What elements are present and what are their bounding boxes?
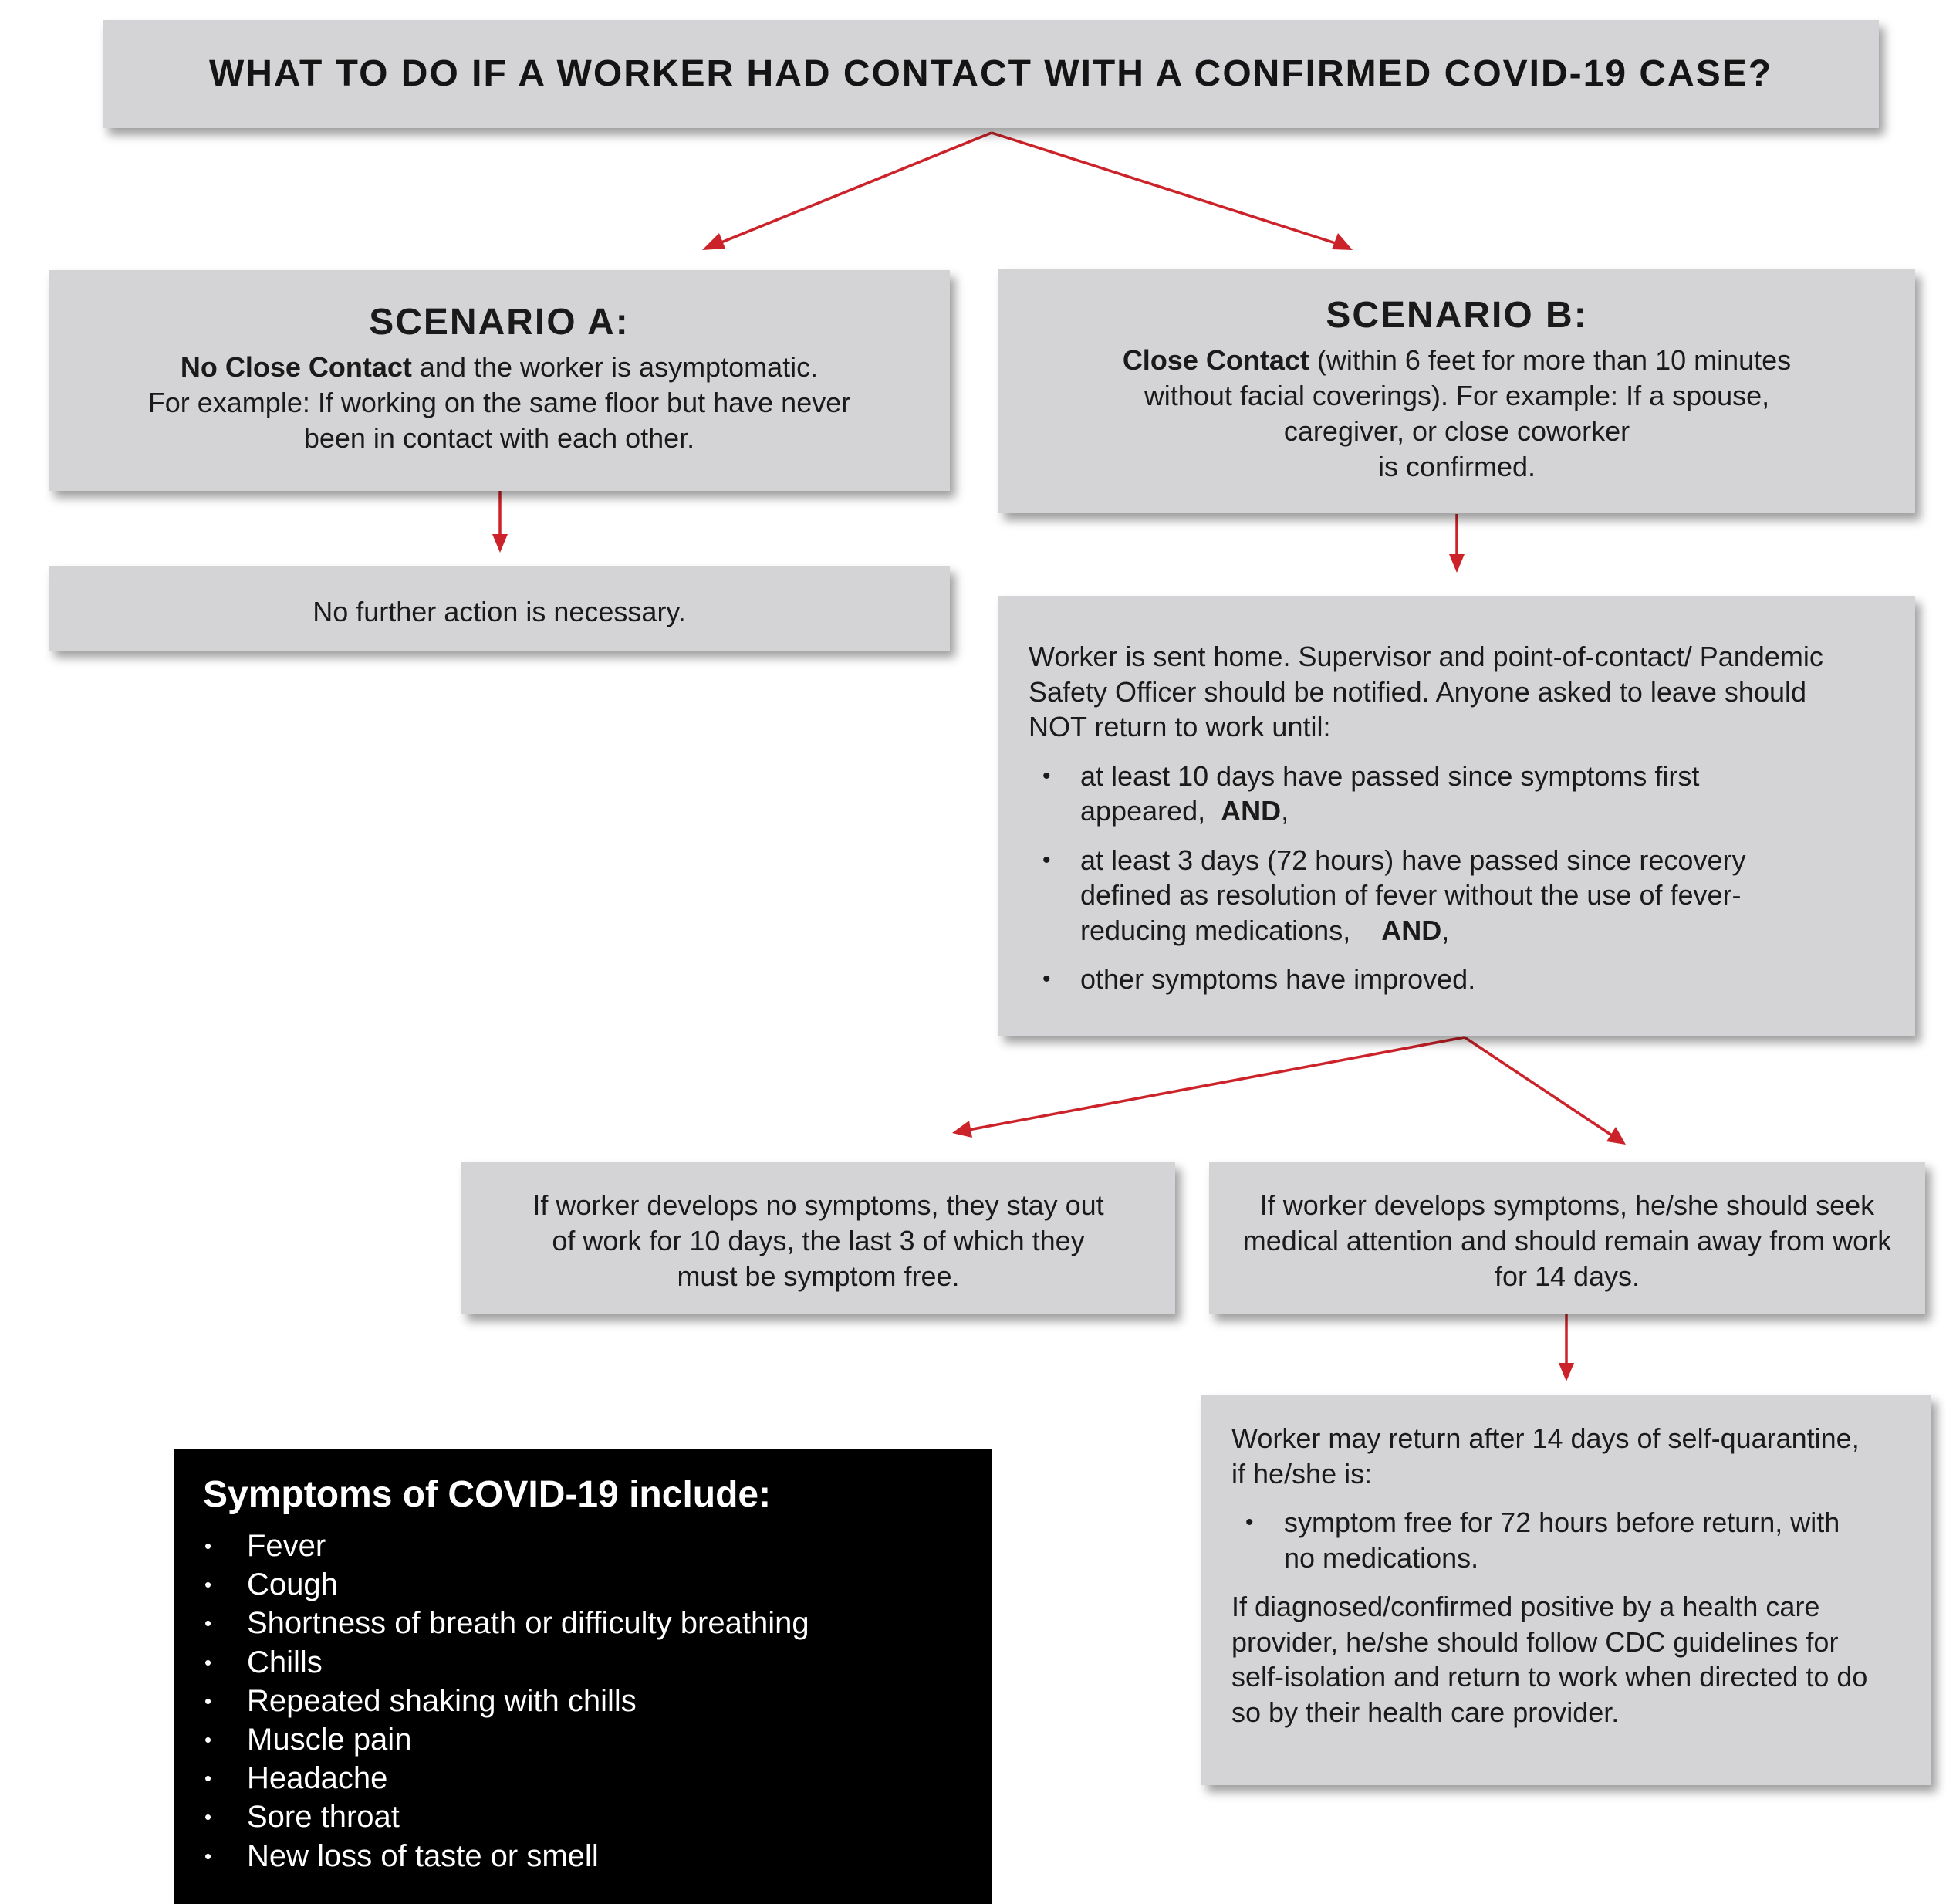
symptom-item	[203, 1837, 992, 1875]
bullet-glyph: •	[204, 1611, 212, 1635]
scenario-b-bold-lead: Close Contact	[1122, 344, 1309, 376]
symptom-shortness-of-breath: Shortness of breath or difficulty breathing	[247, 1606, 809, 1641]
symptom-loss-taste-smell: New loss of taste or smell	[247, 1838, 599, 1873]
bullet-glyph: •	[1042, 966, 1051, 992]
bullet-glyph: •	[204, 1728, 212, 1752]
symptoms-title: Symptoms of COVID-19 include:	[203, 1474, 772, 1515]
scenario-b-box	[998, 269, 1915, 513]
scenario-a-heading: SCENARIO A:	[369, 302, 630, 343]
return-paragraph: If diagnosed/confirmed positive by a health care provider, he/she should follow CDC guidelines for self-isolation and return to work when directed to do so by their health care provider.	[1231, 1591, 1868, 1728]
sent-home-conditions	[1029, 759, 1838, 997]
no-symptoms-text: If worker develops no symptoms, they stay out of work for 10 days, the last 3 of which they must be symptom free.	[532, 1189, 1104, 1292]
symptom-item	[203, 1643, 992, 1682]
scenario-a-line3: been in contact with each other.	[303, 422, 695, 454]
bullet-glyph: •	[204, 1805, 212, 1829]
bullet-glyph: •	[1042, 847, 1051, 873]
condition-2-comma: ,	[1441, 914, 1450, 946]
scenario-b-line4: is confirmed.	[1377, 451, 1536, 482]
scenario-b-line1: (within 6 feet for more than 10 minutes	[1309, 344, 1792, 376]
condition-item	[1029, 843, 1838, 949]
bullet-glyph: •	[204, 1534, 212, 1557]
bullet-glyph: •	[204, 1844, 212, 1868]
symptom-headache: Headache	[247, 1761, 388, 1796]
scenario-a-line2: For example: If working on the same floor but have never	[147, 387, 851, 418]
condition-1-text: at least 10 days have passed since symptoms first appeared,	[1080, 759, 1700, 827]
return-intro: Worker may return after 14 days of self-quarantine, if he/she is:	[1231, 1422, 1860, 1490]
develops-symptoms-box	[1209, 1162, 1925, 1314]
symptom-item	[203, 1682, 992, 1720]
symptom-item	[203, 1527, 992, 1565]
arrowhead-return	[1559, 1363, 1574, 1381]
bullet-glyph: •	[1042, 763, 1051, 789]
bullet-glyph: •	[204, 1767, 212, 1791]
return-condition-text: symptom free for 72 hours before return, with no medications.	[1284, 1507, 1840, 1574]
no-symptoms-box	[461, 1162, 1175, 1314]
arrow-title-to-a	[714, 133, 992, 245]
arrowhead-nosym	[952, 1121, 972, 1138]
bullet-glyph: •	[204, 1689, 212, 1713]
arrowhead-home	[1449, 554, 1465, 573]
scenario-a-description	[49, 350, 950, 456]
symptom-fever: Fever	[247, 1529, 326, 1563]
scenario-a-box	[49, 270, 950, 491]
symptom-item	[203, 1604, 992, 1642]
symptom-item	[203, 1797, 992, 1836]
title-box	[103, 20, 1879, 128]
symptom-muscle-pain: Muscle pain	[247, 1723, 412, 1757]
arrowhead-sym	[1606, 1127, 1626, 1145]
arrowhead-a	[702, 233, 725, 250]
symptoms-box	[174, 1449, 992, 1904]
arrow-home-to-sym	[1465, 1037, 1617, 1138]
scenario-b-heading: SCENARIO B:	[1326, 295, 1588, 336]
return-condition-item	[1231, 1505, 1877, 1575]
symptom-sore-throat: Sore throat	[247, 1800, 400, 1835]
symptom-shaking: Repeated shaking with chills	[247, 1683, 637, 1718]
symptom-cough: Cough	[247, 1568, 338, 1602]
return-conditions	[1231, 1505, 1877, 1575]
symptoms-list	[203, 1527, 992, 1875]
arrow-home-to-nosym	[965, 1037, 1465, 1131]
condition-1-and: AND	[1221, 795, 1282, 827]
arrowhead-b	[1332, 233, 1353, 250]
condition-1-comma: ,	[1281, 795, 1289, 827]
scenario-b-line3: caregiver, or close coworker	[1283, 415, 1630, 447]
scenario-b-line2: without facial coverings). For example: If a spouse,	[1144, 380, 1770, 411]
condition-2-and: AND	[1381, 914, 1442, 946]
scenario-a-bold-lead: No Close Contact	[180, 351, 412, 383]
sent-home-box	[998, 596, 1915, 1036]
bullet-glyph: •	[204, 1650, 212, 1674]
page-title: WHAT TO DO IF A WORKER HAD CONTACT WITH A CONFIRMED COVID-19 CASE?	[208, 53, 1773, 94]
symptom-item	[203, 1720, 992, 1759]
condition-item	[1029, 962, 1838, 997]
condition-item	[1029, 759, 1838, 829]
symptom-item	[203, 1565, 992, 1604]
return-box	[1201, 1395, 1931, 1785]
scenario-a-result-box	[49, 566, 950, 651]
develops-symptoms-text: If worker develops symptoms, he/she should seek medical attention and should remain away from work for 14 days.	[1242, 1189, 1892, 1292]
arrowhead-result	[492, 534, 508, 553]
scenario-b-description	[998, 343, 1915, 485]
symptom-chills: Chills	[247, 1645, 323, 1679]
scenario-a-result-text: No further action is necessary.	[313, 596, 686, 627]
condition-3-text: other symptoms have improved.	[1080, 963, 1476, 995]
scenario-a-line1: and the worker is asymptomatic.	[411, 351, 819, 383]
symptom-item	[203, 1759, 992, 1797]
sent-home-intro: Worker is sent home. Supervisor and point-of-contact/ Pandemic Safety Officer should be notified. Anyone asked to leave should NOT return to work until:	[1029, 641, 1823, 742]
bullet-glyph: •	[204, 1573, 212, 1597]
condition-2-text: at least 3 days (72 hours) have passed since recovery defined as resolution of fever without the use of fever-reducing medications,	[1080, 844, 1746, 946]
bullet-glyph: •	[1245, 1510, 1254, 1535]
arrow-title-to-b	[992, 133, 1343, 245]
